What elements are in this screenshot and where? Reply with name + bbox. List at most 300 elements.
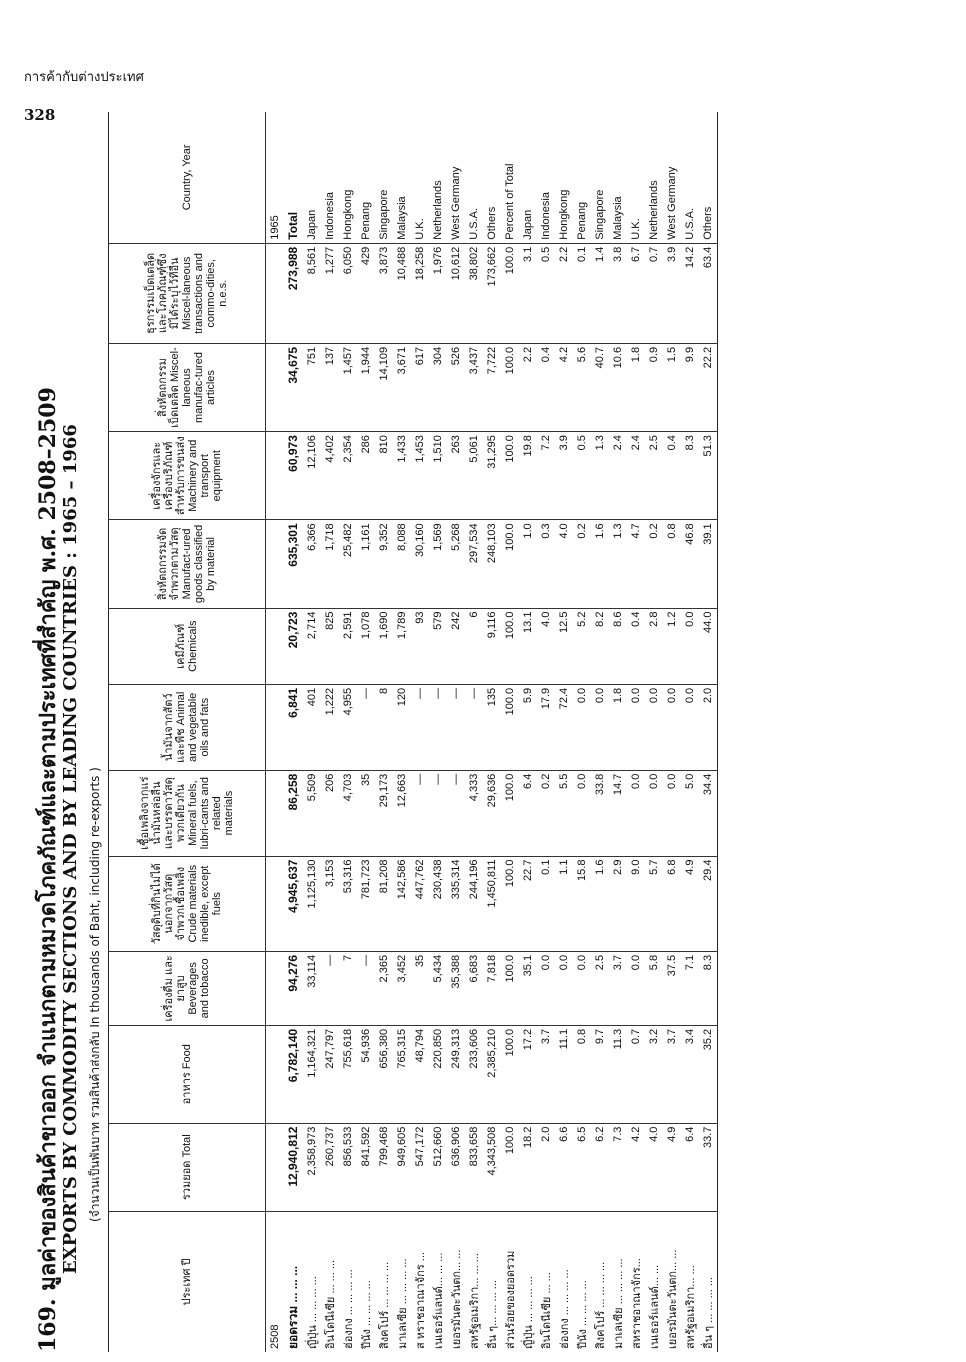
- row-label-thai: ญี่ปุ่น ... ... ... ...: [522, 1276, 535, 1349]
- table-cell: 8: [375, 684, 393, 770]
- table-cell: 7.3: [609, 1123, 627, 1211]
- table-cell: 13.1: [519, 608, 537, 684]
- table-row: [321, 112, 339, 1352]
- table-cell: 37.5: [663, 951, 681, 1025]
- table-row: [447, 112, 465, 1352]
- table-cell: 765,315: [393, 1025, 411, 1123]
- table-row: [339, 112, 357, 1352]
- table-cell: 242: [447, 608, 465, 684]
- table-cell: 2.4: [627, 432, 645, 520]
- table-cell: 29,636: [483, 770, 501, 856]
- table-cell: 0.1: [573, 243, 591, 343]
- table-cell: 1.1: [555, 856, 573, 951]
- table-cell: 2.4: [609, 432, 627, 520]
- table-cell: 579: [429, 608, 447, 684]
- table-row: [483, 112, 501, 1352]
- table-cell: 35,388: [447, 951, 465, 1025]
- table-cell: 14.2: [681, 243, 699, 343]
- table-cell: 1,161: [357, 520, 375, 608]
- table-cell: 656,380: [375, 1025, 393, 1123]
- row-label-english: Total: [284, 112, 303, 243]
- row-label-thai: สหรัฐอเมริกา... ...: [684, 1265, 697, 1349]
- table-cell: 5.0: [681, 770, 699, 856]
- row-label-thai: เนเธอร์แลนด์... ...: [648, 1264, 661, 1349]
- table-cell: 1.4: [591, 243, 609, 343]
- table-cell: 0.3: [537, 520, 555, 608]
- table-cell: 248,103: [483, 520, 501, 608]
- table-cell: 17.2: [519, 1025, 537, 1123]
- row-label-thai: ฮ่องกง ... ... ... ...: [342, 1269, 355, 1349]
- row-label-thai: เยอรมันตะวันตก... ...: [450, 1249, 463, 1349]
- table-cell: 1.2: [663, 608, 681, 684]
- row-label-english: Hongkong: [339, 112, 357, 243]
- row-label-english: Netherlands: [429, 112, 447, 243]
- table-cell: 2.8: [645, 608, 663, 684]
- table-cell: 34.4: [699, 770, 718, 856]
- table-cell: 35.1: [519, 951, 537, 1025]
- table-cell: 100.0: [501, 432, 519, 520]
- table-cell: 12.5: [555, 608, 573, 684]
- row-label-english: U.S.A.: [465, 112, 483, 243]
- table-cell: 0.0: [645, 684, 663, 770]
- table-cell: 799,468: [375, 1123, 393, 1211]
- table-cell: 0.8: [573, 1025, 591, 1123]
- table-cell: 8.2: [591, 608, 609, 684]
- header-mineral: เชื้อเพลิงจากแร่ น้ำมันหล่อลื่น และบรรดาวัสดุพวกเดียวกัน Mineral fuels, lubri-cants and related materials: [109, 770, 266, 856]
- table-cell: 220,850: [429, 1025, 447, 1123]
- table-cell: 7.1: [681, 951, 699, 1025]
- table-cell: 100.0: [501, 520, 519, 608]
- table-cell: 841,592: [357, 1123, 375, 1211]
- table-cell: 35: [411, 951, 429, 1025]
- table-cell: 249,313: [447, 1025, 465, 1123]
- table-cell: 63.4: [699, 243, 718, 343]
- table-cell: 5,268: [447, 520, 465, 608]
- table-cell: 6.6: [555, 1123, 573, 1211]
- row-label-english: Singapore: [375, 112, 393, 243]
- table-cell: 4,343,508: [483, 1123, 501, 1211]
- row-label-english: Others: [699, 112, 718, 243]
- table-cell: 2.2: [519, 343, 537, 431]
- table-cell: 755,618: [339, 1025, 357, 1123]
- table-cell: 30,160: [411, 520, 429, 608]
- table-title-english: EXPORTS BY COMMODITY SECTIONS AND BY LEADING COUNTRIES : 1965 – 1966: [60, 424, 81, 1274]
- table-cell: 2.0: [537, 1123, 555, 1211]
- table-cell: 3.8: [609, 243, 627, 343]
- table-cell: 4,703: [339, 770, 357, 856]
- table-cell: 6,050: [339, 243, 357, 343]
- table-cell: [266, 684, 284, 770]
- table-cell: 33.7: [699, 1123, 718, 1211]
- table-cell: 3.9: [555, 432, 573, 520]
- table-cell: 7.2: [537, 432, 555, 520]
- table-cell: 547,172: [411, 1123, 429, 1211]
- table-cell: 4.0: [555, 520, 573, 608]
- table-cell: 617: [411, 343, 429, 431]
- row-label-thai: มาเลเซีย ... ... ... ...: [612, 1258, 625, 1349]
- row-label-thai: ปีนัง ... ... ... ...: [360, 1280, 373, 1349]
- table-cell: 5,434: [429, 951, 447, 1025]
- table-cell: 230,438: [429, 856, 447, 951]
- table-row: [591, 112, 609, 1352]
- header-beverages: เครื่องดื่ม และยาสูบ Beverages and tobacco: [109, 951, 266, 1025]
- table-cell: 3.2: [645, 1025, 663, 1123]
- table-cell: 4,402: [321, 432, 339, 520]
- table-cell: 0.0: [573, 951, 591, 1025]
- table-cell: 1,569: [429, 520, 447, 608]
- row-label-english: Malaysia: [609, 112, 627, 243]
- table-cell: [266, 343, 284, 431]
- table-cell: 11.1: [555, 1025, 573, 1123]
- row-label-english: Indonesia: [321, 112, 339, 243]
- table-cell: [266, 608, 284, 684]
- table-cell: 247,797: [321, 1025, 339, 1123]
- row-label-english: Penang: [573, 112, 591, 243]
- table-cell: 4,333: [465, 770, 483, 856]
- table-cell: 100.0: [501, 856, 519, 951]
- exports-table: [108, 112, 718, 1352]
- row-label-english: Others: [483, 112, 501, 243]
- table-cell: 5.8: [645, 951, 663, 1025]
- table-cell: 0.0: [627, 770, 645, 856]
- table-cell: 173,662: [483, 243, 501, 343]
- table-cell: 14.7: [609, 770, 627, 856]
- table-row: [681, 112, 699, 1352]
- table-cell: 4.2: [555, 343, 573, 431]
- table-cell: 1,078: [357, 608, 375, 684]
- table-row: [573, 112, 591, 1352]
- table-cell: 1,789: [393, 608, 411, 684]
- table-cell: 1,450,811: [483, 856, 501, 951]
- row-label-thai: สิงคโปร์ ... ... ... ...: [378, 1261, 391, 1349]
- table-cell: 4.2: [627, 1123, 645, 1211]
- table-cell: 8.6: [609, 608, 627, 684]
- row-label-english: U.K.: [627, 112, 645, 243]
- table-cell: 3.7: [609, 951, 627, 1025]
- table-cell: 6.2: [591, 1123, 609, 1211]
- table-cell: 12,940,812: [284, 1123, 303, 1211]
- table-cell: 0.0: [591, 684, 609, 770]
- table-cell: 6.7: [627, 243, 645, 343]
- table-cell: 2.5: [645, 432, 663, 520]
- table-cell: 447,762: [411, 856, 429, 951]
- table-cell: 206: [321, 770, 339, 856]
- table-cell: 636,906: [447, 1123, 465, 1211]
- table-cell: 526: [447, 343, 465, 431]
- table-cell: 93: [411, 608, 429, 684]
- table-cell: 3.1: [519, 243, 537, 343]
- header-machinery: เครื่องจักรและเครื่องบริภัณฑ์สำหรับการขนส่ง Machinery and transport equipment: [109, 432, 266, 520]
- row-label-thai: สิงคโปร์ ... ... ... ...: [594, 1261, 607, 1349]
- table-cell: 12,663: [393, 770, 411, 856]
- table-cell: 4.0: [537, 608, 555, 684]
- page-number: 328: [24, 106, 56, 124]
- table-cell: 29.4: [699, 856, 718, 951]
- table-cell: 0.0: [537, 951, 555, 1025]
- table-cell: 2.2: [555, 243, 573, 343]
- table-cell: 3,452: [393, 951, 411, 1025]
- table-cell: 53,316: [339, 856, 357, 951]
- table-cell: —: [429, 684, 447, 770]
- table-cell: 5.6: [573, 343, 591, 431]
- table-cell: 29,173: [375, 770, 393, 856]
- table-body: [266, 112, 718, 1352]
- table-cell: 0.0: [627, 951, 645, 1025]
- row-label-english: Hongkong: [555, 112, 573, 243]
- row-label-thai: 2508: [268, 1324, 281, 1349]
- table-cell: 9,352: [375, 520, 393, 608]
- table-cell: 100.0: [501, 1123, 519, 1211]
- table-cell: 3,671: [393, 343, 411, 431]
- table-cell: 10,488: [393, 243, 411, 343]
- table-cell: [266, 951, 284, 1025]
- table-cell: 6,841: [284, 684, 303, 770]
- table-cell: 8,561: [303, 243, 321, 343]
- rotated-table-block: [30, 112, 934, 1352]
- row-label-english: Japan: [519, 112, 537, 243]
- row-label-english: U.S.A.: [681, 112, 699, 243]
- table-row: [519, 112, 537, 1352]
- table-row: [699, 112, 718, 1352]
- table-cell: 9.9: [681, 343, 699, 431]
- header-misc-transactions: ธุรกรรมเบ็ดเตล็ดและโภคภัณฑ์ซึ่งมิได้ระบุไว้ที่อื่น Miscel-laneous transactions and commo-dities, n.e.s.: [109, 243, 266, 343]
- header-food: อาหาร Food: [109, 1025, 266, 1123]
- row-label-thai: ญี่ปุ่น ... ... ... ...: [306, 1276, 319, 1349]
- table-cell: —: [411, 684, 429, 770]
- table-cell: 2.0: [699, 684, 718, 770]
- table-cell: 512,660: [429, 1123, 447, 1211]
- table-cell: 17.9: [537, 684, 555, 770]
- table-cell: 233,606: [465, 1025, 483, 1123]
- header-country-th: ประเทศ ปี: [109, 1211, 266, 1352]
- table-cell: [266, 1123, 284, 1211]
- header-oils: น้ำมันจากสัตว์ และพืช Animal and vegetable oils and fats: [109, 684, 266, 770]
- table-cell: 1.6: [591, 856, 609, 951]
- table-cell: 1,433: [393, 432, 411, 520]
- table-cell: 44.0: [699, 608, 718, 684]
- table-cell: 0.7: [645, 243, 663, 343]
- table-cell: 60,973: [284, 432, 303, 520]
- table-cell: 137: [321, 343, 339, 431]
- table-cell: 6.5: [573, 1123, 591, 1211]
- unit-note-thai: (จำนวนเป็นพันบาท รวมสินค้าส่งกลับ: [88, 1031, 102, 1222]
- table-cell: 100.0: [501, 243, 519, 343]
- table-cell: 51.3: [699, 432, 718, 520]
- table-cell: 46.8: [681, 520, 699, 608]
- header-manufactured: สิ่งหัตถกรรมจัดจำพวกตามวัสดุ Manufact-ured goods classified by material: [109, 520, 266, 608]
- table-cell: 142,586: [393, 856, 411, 951]
- table-row: [303, 112, 321, 1352]
- table-cell: 0.0: [573, 684, 591, 770]
- table-cell: 0.2: [645, 520, 663, 608]
- table-cell: 35: [357, 770, 375, 856]
- table-cell: 14,109: [375, 343, 393, 431]
- table-cell: 429: [357, 243, 375, 343]
- table-cell: 11.3: [609, 1025, 627, 1123]
- table-cell: 2,591: [339, 608, 357, 684]
- table-cell: 781,723: [357, 856, 375, 951]
- table-cell: 2,385,210: [483, 1025, 501, 1123]
- table-cell: 94,276: [284, 951, 303, 1025]
- table-cell: 3,873: [375, 243, 393, 343]
- table-row: [645, 112, 663, 1352]
- table-cell: 1,222: [321, 684, 339, 770]
- table-cell: 263: [447, 432, 465, 520]
- table-cell: [266, 432, 284, 520]
- table-cell: 9.7: [591, 1025, 609, 1123]
- table-cell: 100.0: [501, 770, 519, 856]
- table-cell: 3.7: [663, 1025, 681, 1123]
- table-cell: 40.7: [591, 343, 609, 431]
- table-cell: 34,675: [284, 343, 303, 431]
- table-cell: 833,658: [465, 1123, 483, 1211]
- unit-note: [86, 767, 105, 1222]
- table-cell: 4.7: [627, 520, 645, 608]
- table-cell: 856,533: [339, 1123, 357, 1211]
- table-cell: 2,354: [339, 432, 357, 520]
- table-cell: 2.9: [609, 856, 627, 951]
- table-cell: 2,358,973: [303, 1123, 321, 1211]
- table-cell: 1,976: [429, 243, 447, 343]
- table-cell: 25,482: [339, 520, 357, 608]
- table-cell: 0.0: [627, 684, 645, 770]
- row-label-thai: ส่วนร้อยของยอดรวม: [504, 1250, 517, 1349]
- table-cell: 297,534: [465, 520, 483, 608]
- table-row: [537, 112, 555, 1352]
- table-cell: 1.8: [627, 343, 645, 431]
- table-cell: —: [447, 684, 465, 770]
- row-label-thai: มาเลเซีย ... ... ... ...: [396, 1258, 409, 1349]
- table-cell: 1,277: [321, 243, 339, 343]
- table-cell: 0.0: [663, 770, 681, 856]
- row-label-thai: อื่น ๆ... ... ... ...: [486, 1280, 499, 1349]
- table-cell: —: [411, 770, 429, 856]
- table-cell: 1,510: [429, 432, 447, 520]
- table-cell: 1,718: [321, 520, 339, 608]
- table-row: [266, 112, 284, 1352]
- table-cell: 273,988: [284, 243, 303, 343]
- table-cell: 4.0: [645, 1123, 663, 1211]
- table-cell: 1.6: [591, 520, 609, 608]
- table-cell: 81,208: [375, 856, 393, 951]
- table-cell: —: [447, 770, 465, 856]
- table-cell: 0.2: [537, 770, 555, 856]
- table-cell: 7,722: [483, 343, 501, 431]
- table-cell: 9,116: [483, 608, 501, 684]
- table-cell: 33,114: [303, 951, 321, 1025]
- table-cell: 100.0: [501, 1025, 519, 1123]
- table-cell: 0.2: [573, 520, 591, 608]
- table-cell: 54,936: [357, 1025, 375, 1123]
- header-row: [109, 112, 266, 1352]
- row-label-thai: สหรัฐอเมริกา... ... ...: [468, 1253, 481, 1349]
- table-cell: 0.5: [537, 243, 555, 343]
- row-label-english: Indonesia: [537, 112, 555, 243]
- table-cell: 135: [483, 684, 501, 770]
- table-cell: 3.7: [537, 1025, 555, 1123]
- row-label-english: West Germany: [663, 112, 681, 243]
- row-label-thai: สหราชอาณาจักร...: [630, 1258, 643, 1349]
- table-cell: [266, 243, 284, 343]
- table-cell: 1,164,321: [303, 1025, 321, 1123]
- header-total: รวมยอด Total: [109, 1123, 266, 1211]
- table-cell: 7,818: [483, 951, 501, 1025]
- table-cell: 20,723: [284, 608, 303, 684]
- table-cell: 3,437: [465, 343, 483, 431]
- table-cell: 8,088: [393, 520, 411, 608]
- table-cell: 5.9: [519, 684, 537, 770]
- table-cell: 1.0: [519, 520, 537, 608]
- table-cell: 6,782,140: [284, 1025, 303, 1123]
- table-cell: 5.5: [555, 770, 573, 856]
- table-cell: 72.4: [555, 684, 573, 770]
- row-label-english: Malaysia: [393, 112, 411, 243]
- table-cell: 4.9: [663, 1123, 681, 1211]
- table-cell: 15.8: [573, 856, 591, 951]
- table-cell: 33.8: [591, 770, 609, 856]
- table-cell: 1,944: [357, 343, 375, 431]
- table-cell: 100.0: [501, 608, 519, 684]
- table-cell: —: [465, 684, 483, 770]
- row-label-english: U.K.: [411, 112, 429, 243]
- table-cell: 6.8: [663, 856, 681, 951]
- row-label-english: Netherlands: [645, 112, 663, 243]
- table-cell: 1,457: [339, 343, 357, 431]
- table-cell: 0.5: [573, 432, 591, 520]
- row-label-thai: ปีนัง ... ... ... ...: [576, 1280, 589, 1349]
- table-row: [411, 112, 429, 1352]
- table-cell: 5.7: [645, 856, 663, 951]
- table-cell: 2,365: [375, 951, 393, 1025]
- header-crude: วัสดุดิบที่กินไม่ได้ นอกจากวัสดุจำพวกเชื้อเพลิง Crude materials inedible, except fuels: [109, 856, 266, 951]
- table-cell: 18.2: [519, 1123, 537, 1211]
- table-row: [357, 112, 375, 1352]
- table-cell: 100.0: [501, 684, 519, 770]
- table-cell: 1.5: [663, 343, 681, 431]
- table-row: [393, 112, 411, 1352]
- table-cell: 4,945,637: [284, 856, 303, 951]
- table-cell: 120: [393, 684, 411, 770]
- table-cell: 0.0: [663, 684, 681, 770]
- table-cell: 22.7: [519, 856, 537, 951]
- row-label-thai: ส หราชอาณาจักร ...: [414, 1252, 427, 1349]
- running-head: การค้ากับต่างประเทศ: [24, 70, 144, 85]
- table-cell: 8.3: [699, 951, 718, 1025]
- table-cell: —: [357, 951, 375, 1025]
- table-cell: 86,258: [284, 770, 303, 856]
- table-cell: 0.9: [645, 343, 663, 431]
- table-cell: 31,295: [483, 432, 501, 520]
- table-cell: [266, 520, 284, 608]
- row-label-english: 1965: [266, 112, 284, 243]
- table-cell: 48,794: [411, 1025, 429, 1123]
- table-row: [429, 112, 447, 1352]
- row-label-thai: ฮ่องกง ... ... ... ...: [558, 1269, 571, 1349]
- table-cell: 35.2: [699, 1025, 718, 1123]
- table-cell: 10.6: [609, 343, 627, 431]
- table-cell: 810: [375, 432, 393, 520]
- table-cell: 0.0: [645, 770, 663, 856]
- row-label-english: Penang: [357, 112, 375, 243]
- table-row: [501, 112, 519, 1352]
- table-cell: 6: [465, 608, 483, 684]
- row-label-thai: อินโดนีเซีย ... ... ...: [324, 1259, 337, 1349]
- table-cell: 5,509: [303, 770, 321, 856]
- header-country-en: Country, Year: [109, 112, 266, 243]
- table-cell: 0.0: [681, 608, 699, 684]
- table-cell: 9.0: [627, 856, 645, 951]
- table-cell: 0.4: [537, 343, 555, 431]
